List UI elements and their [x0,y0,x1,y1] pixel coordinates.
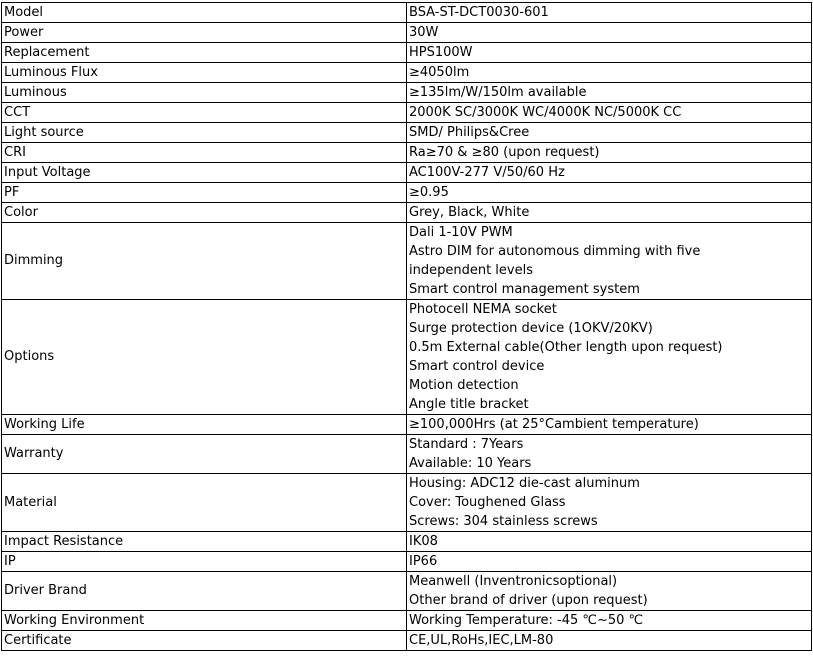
spec-table [1,2,812,651]
spec-value-line: Smart control device [409,359,545,374]
spec-value-light-source [407,123,812,143]
spec-value-luminous-flux [407,63,812,83]
spec-label-cri: CRI [2,143,407,163]
spec-label-working-life: Working Life [2,415,407,435]
spec-value-cct [407,103,812,123]
spec-value-pf [407,183,812,203]
spec-label-warranty: Warranty [2,435,407,474]
spec-label-power: Power [2,23,407,43]
spec-label-replacement: Replacement [2,43,407,63]
spec-row-model [2,3,812,23]
spec-value-working-life [407,415,812,435]
spec-value-color [407,203,812,223]
spec-label-working-environment: Working Environment [2,611,407,631]
spec-label-cct: CCT [2,103,407,123]
spec-value-replacement [407,43,812,63]
spec-row-warranty [2,435,812,474]
spec-value-line: ≥0.95 [409,185,449,200]
spec-label-impact-resistance: Impact Resistance [2,532,407,552]
spec-value-warranty [407,435,812,474]
spec-value-line: 0.5m External cable(Other length upon request) [409,340,723,355]
spec-value-material [407,474,812,532]
spec-value-luminous [407,83,812,103]
spec-value-line: Housing: ADC12 die-cast aluminum [409,476,640,491]
spec-row-options [2,300,812,415]
spec-label-driver-brand: Driver Brand [2,572,407,611]
spec-value-line: ≥100,000Hrs (at 25°Cambient temperature) [409,417,699,432]
spec-label-dimming: Dimming [2,223,407,300]
spec-value-impact-resistance [407,532,812,552]
spec-label-input-voltage: Input Voltage [2,163,407,183]
spec-value-line: CE,UL,RoHs,IEC,LM-80 [409,633,554,648]
spec-value-working-environment [407,611,812,631]
spec-row-color [2,203,812,223]
spec-value-line: Meanwell (Inventronicsoptional) [409,574,618,589]
spec-value-line: Standard : 7Years [409,437,524,452]
spec-value-line: ≥135lm/W/150lm available [409,85,587,100]
spec-value-line: Working Temperature: -45 ℃~50 ℃ [409,613,644,628]
spec-value-line: Screws: 304 stainless screws [409,514,598,529]
spec-row-working-life [2,415,812,435]
spec-value-ip [407,552,812,572]
spec-value-line: SMD/ Philips&Cree [409,125,530,140]
spec-value-line: Astro DIM for autonomous dimming with five [409,244,701,259]
spec-row-pf [2,183,812,203]
spec-value-certificate [407,631,812,651]
spec-label-luminous-flux: Luminous Flux [2,63,407,83]
spec-value-line: HPS100W [409,45,473,60]
spec-value-model [407,3,812,23]
spec-row-driver-brand [2,572,812,611]
spec-value-line: 2000K SC/3000K WC/4000K NC/5000K CC [409,105,682,120]
spec-value-line: IP66 [409,554,438,569]
spec-row-luminous-flux [2,63,812,83]
spec-table-body [2,3,812,651]
spec-value-line: BSA-ST-DCT0030-601 [409,5,549,20]
spec-value-line: Other brand of driver (upon request) [409,593,648,608]
spec-value-line: Grey, Black, White [409,205,530,220]
spec-value-line: independent levels [409,263,533,278]
spec-label-ip: IP [2,552,407,572]
spec-value-line: ≥4050lm [409,65,470,80]
spec-label-luminous: Luminous [2,83,407,103]
spec-value-line: Ra≥70 & ≥80 (upon request) [409,145,600,160]
spec-label-color: Color [2,203,407,223]
spec-value-input-voltage [407,163,812,183]
spec-row-power [2,23,812,43]
spec-value-driver-brand [407,572,812,611]
spec-value-line: Angle title bracket [409,397,529,412]
spec-value-power [407,23,812,43]
spec-row-replacement [2,43,812,63]
spec-value-line: IK08 [409,534,438,549]
spec-row-ip [2,552,812,572]
spec-value-line: Cover: Toughened Glass [409,495,566,510]
spec-value-line: Dali 1-10V PWM [409,225,513,240]
spec-label-model: Model [2,3,407,23]
spec-value-dimming [407,223,812,300]
spec-label-material: Material [2,474,407,532]
spec-label-certificate: Certificate [2,631,407,651]
spec-value-line: Available: 10 Years [409,456,532,471]
spec-label-light-source: Light source [2,123,407,143]
spec-value-line: 30W [409,25,439,40]
spec-label-options: Options [2,300,407,415]
spec-row-cct [2,103,812,123]
spec-value-options [407,300,812,415]
spec-row-dimming [2,223,812,300]
spec-row-material [2,474,812,532]
spec-row-input-voltage [2,163,812,183]
spec-row-luminous [2,83,812,103]
spec-value-line: Photocell NEMA socket [409,302,557,317]
spec-row-cri [2,143,812,163]
spec-value-cri [407,143,812,163]
spec-row-certificate [2,631,812,651]
spec-row-light-source [2,123,812,143]
spec-value-line: Smart control management system [409,282,640,297]
spec-row-working-environment [2,611,812,631]
spec-value-line: Motion detection [409,378,519,393]
spec-row-impact-resistance [2,532,812,552]
spec-label-pf: PF [2,183,407,203]
spec-value-line: AC100V-277 V/50/60 Hz [409,165,565,180]
spec-value-line: Surge protection device (1OKV/20KV) [409,321,653,336]
